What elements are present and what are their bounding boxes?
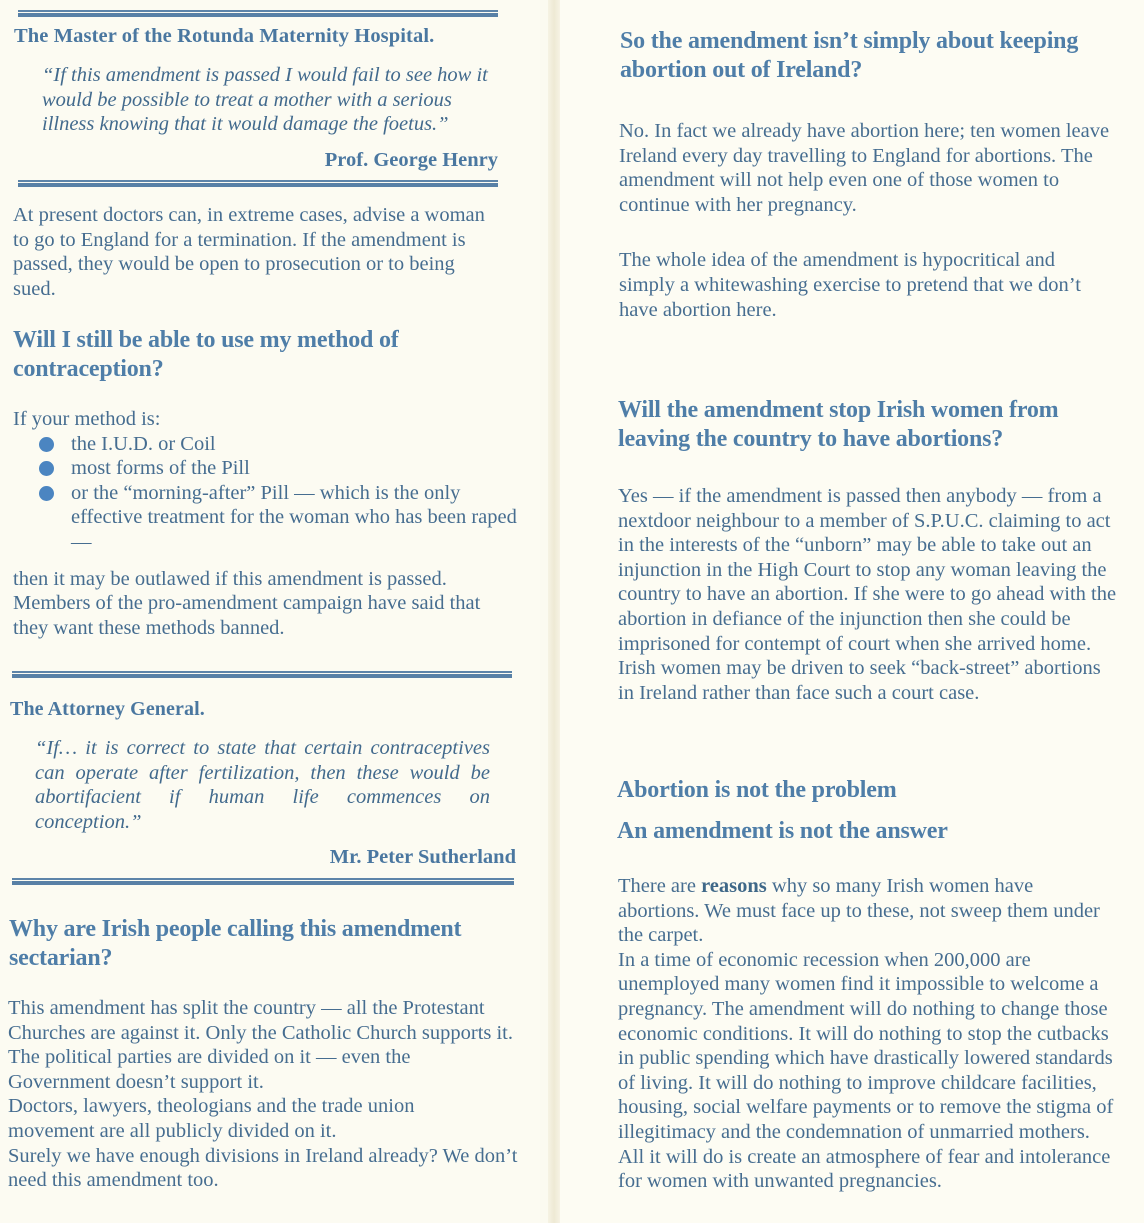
- paragraph: All it will do is create an atmosphere of fear and intolerance for women with unwanted pregnancies.: [618, 1145, 1111, 1193]
- section-heading-sectarian: Why are Irish people calling this amendment sectarian?: [9, 916, 462, 971]
- paragraph: There are reasons why so many Irish women have abortions. We must face up to these, not sweep them under the carpet.: [618, 875, 1100, 947]
- divider-rule: [18, 180, 498, 187]
- page-fold: [548, 0, 560, 1223]
- paragraph: Irish women may be driven to seek “back-street” abortions in Ireland rather than face such a court case.: [618, 657, 1101, 704]
- contraception-methods-list: [39, 432, 517, 555]
- quote-text: “If this amendment is passed I would fail to see how it would be possible to treat a mother with a serious illness knowing that it would damage the foetus.”: [42, 64, 488, 135]
- list-item: most forms of the Pill: [39, 456, 513, 481]
- paragraph: Doctors, lawyers, theologians and the trade union movement are all publicly divided on it.: [8, 1095, 415, 1142]
- quote-attribution-heading: The Master of the Rotunda Maternity Hospital.: [14, 25, 435, 47]
- section-heading-keeping-out: So the amendment isn’t simply about keeping abortion out of Ireland?: [620, 28, 1079, 83]
- section-heading-contraception: Will I still be able to use my method of contraception?: [13, 327, 399, 382]
- paragraph: The political parties are divided on it — even the Government doesn’t support it.: [8, 1046, 411, 1093]
- quote-attribution-heading: The Attorney General.: [10, 698, 205, 720]
- divider-rule: [12, 878, 514, 885]
- section-heading-answer: An amendment is not the answer: [617, 818, 948, 844]
- bullet-icon: [39, 461, 54, 476]
- quote-signature: Mr. Peter Sutherland: [329, 846, 516, 868]
- left-page: [0, 0, 540, 1223]
- paragraph: Yes — if the amendment is passed then anybody — from a nextdoor neighbour to a member of S.P.U.C. claiming to act in the interests of the “unborn” may be able to take out an injunction in the High Court to stop any woman leaving the country to have an abortion. If she were to go ahead with the abortion in defiance of the injunction then she could be imprisoned for contempt of court when she arrived home.: [618, 485, 1117, 655]
- bullet-icon: [39, 486, 54, 501]
- section-heading-leaving: Will the amendment stop Irish women from leaving the country to have abortions?: [618, 397, 1059, 452]
- bullet-icon: [39, 437, 54, 452]
- paragraph: The whole idea of the amendment is hypocritical and simply a whitewashing exercise to pretend that we don’t have abortion here.: [619, 249, 1081, 321]
- emphasis-reasons: reasons: [701, 875, 767, 897]
- sectarian-body: [8, 996, 518, 1193]
- contraception-conclusion: then it may be outlawed if this amendment is passed. Members of the pro-amendment campaign have said that they want these methods banned.: [13, 567, 481, 639]
- doctors-paragraph: At present doctors can, in extreme cases, advise a woman to go to England for a termination. If the amendment is passed, they would be open to prosecution or to being sued.: [13, 204, 485, 300]
- quote-signature: Prof. George Henry: [324, 149, 498, 171]
- list-item: the I.U.D. or Coil: [39, 432, 513, 457]
- contraception-intro: If your method is:: [13, 408, 161, 430]
- divider-rule: [12, 671, 512, 678]
- contraception-section: [13, 407, 517, 640]
- keeping-out-body: [619, 119, 1124, 322]
- leaving-body: [618, 484, 1130, 705]
- divider-rule: [18, 10, 498, 17]
- paragraph: In a time of economic recession when 200,000 are unemployed many women find it impossible to welcome a pregnancy. The amendment will do nothing to change those economic conditions. It will do nothing to stop the cutbacks in public spending which have drastically lowered standards of living. It will do nothing to improve childcare facilities, housing, social welfare payments or to remove the stigma of illegitimacy and the condemnation of unmarried mothers.: [618, 948, 1114, 1143]
- paragraph: This amendment has split the country — all the Protestant Churches are against it. Only the Catholic Church supports it.: [8, 997, 514, 1044]
- paragraph: Surely we have enough divisions in Ireland already? We don’t need this amendment too.: [8, 1144, 518, 1192]
- paragraph: No. In fact we already have abortion here; ten women leave Ireland every day travelling to England for abortions. The amendment will not help even one of those women to continue with her pregnancy.: [619, 120, 1110, 216]
- problem-body: [618, 874, 1128, 1194]
- right-page: [560, 0, 1144, 1223]
- section-heading-problem: Abortion is not the problem: [617, 777, 897, 803]
- list-item: or the “morning-after” Pill — which is the only effective treatment for the woman who has been raped —: [39, 481, 521, 555]
- quote-text: “If… it is correct to state that certain contraceptives can operate after fertilization, then these would be abortifacient if human life commences on conception.”: [35, 737, 490, 833]
